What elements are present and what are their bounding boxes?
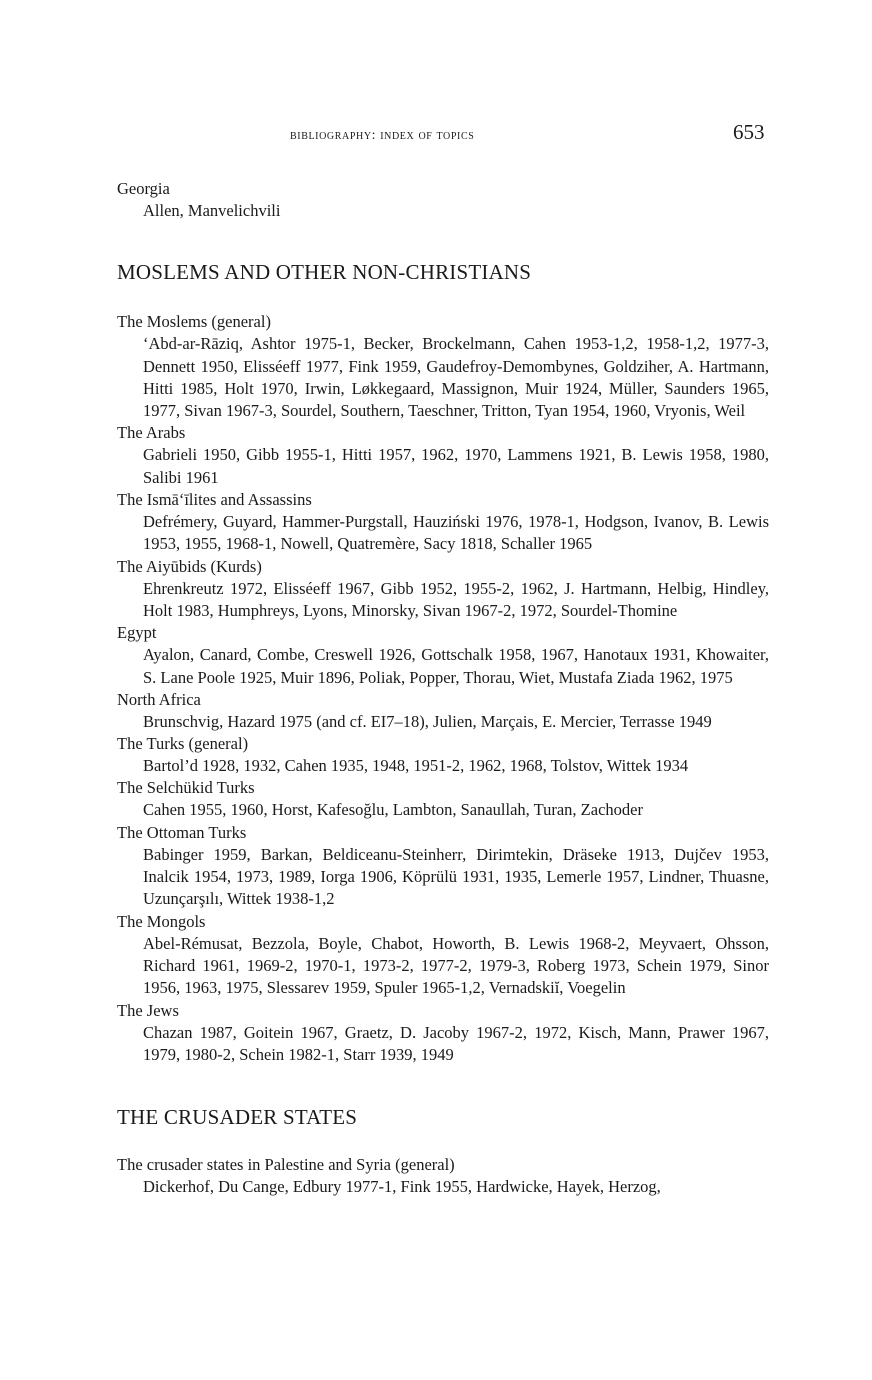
topic-references: Allen, Manvelichvili — [143, 201, 281, 220]
topic-title: The Selchükid Turks — [117, 778, 255, 798]
topic-references: ‘Abd-ar-Rāziq, Ashtor 1975-1, Becker, Brockelmann, Cahen 1953-1,2, 1958-1,2, 1977-3, Dennett 1950, Elisséeff 1977, Fink 1959, Gaudefroy-Demombynes, Goldziher, A. Hartmann, Hitti 1985, Holt 1970, Irwin, Løkkegaard, Massignon, Muir 1924, Müller, Saunders 1965, 1977, Sivan 1967-3, Sourdel, Southern, Taeschner, Tritton, Tyan 1954, 1960, Vryonis, Weil — [143, 334, 769, 421]
topic-references: Cahen 1955, 1960, Horst, Kafesoğlu, Lambton, Sanaullah, Turan, Zachoder — [143, 800, 643, 820]
section-title-moslems: MOSLEMS AND OTHER NON-CHRISTIANS — [117, 260, 532, 285]
topic-references: Bartol’d 1928, 1932, Cahen 1935, 1948, 1951-2, 1962, 1968, Tolstov, Wittek 1934 — [143, 756, 689, 776]
topic-title: The Aiyūbids (Kurds) — [117, 556, 262, 576]
section-title-crusader-states: THE CRUSADER STATES — [117, 1105, 358, 1130]
page-number: 653 — [733, 120, 765, 144]
topic-ismailites — [117, 489, 769, 556]
topic-references: Abel-Rémusat, Bezzola, Boyle, Chabot, Howorth, B. Lewis 1968-2, Meyvaert, Ohsson, Richard 1961, 1969-2, 1970-1, 1973-2, 1977-2, 1979-3, Roberg 1973, Schein 1979, Sinor 1956, 1963, 1975, Slessarev 1959, Spuler 1965-1,2, Vernadskiĭ, Voegelin — [143, 933, 769, 998]
topic-north-africa — [117, 689, 769, 733]
topic-title: The Turks (general) — [117, 734, 249, 754]
topic-references: Ehrenkreutz 1972, Elisséeff 1967, Gibb 1952, 1955-2, 1962, J. Hartmann, Helbig, Hindley, Holt 1983, Humphreys, Lyons, Minorsky, Sivan 1967-2, 1972, Sourdel-Thomine — [143, 578, 769, 620]
topic-title: The Ismā‘īlites and Assassins — [117, 490, 312, 510]
running-head: bibliography: index of topics — [290, 128, 475, 143]
topic-crusader-states-general — [117, 1154, 769, 1198]
topic-references: Brunschvig, Hazard 1975 (and cf. EI7–18), Julien, Marçais, E. Mercier, Terrasse 1949 — [143, 711, 712, 731]
topic-egypt — [117, 622, 769, 689]
topic-aiyubids — [117, 556, 769, 623]
topic-moslems-general — [117, 311, 769, 422]
topic-title: Egypt — [117, 623, 157, 643]
topic-title: The Arabs — [117, 423, 186, 443]
topic-turks-general — [117, 733, 769, 777]
topic-references: Dickerhof, Du Cange, Edbury 1977-1, Fink 1955, Hardwicke, Hayek, Herzog, — [143, 1177, 661, 1197]
topic-georgia — [117, 178, 769, 222]
topic-jews — [117, 1000, 769, 1067]
topic-references: Ayalon, Canard, Combe, Creswell 1926, Gottschalk 1958, 1967, Hanotaux 1931, Khowaiter, S. Lane Poole 1925, Muir 1896, Poliak, Popper, Thorau, Wiet, Mustafa Ziada 1962, 1975 — [143, 645, 769, 687]
topic-references: Defrémery, Guyard, Hammer-Purgstall, Hauziński 1976, 1978-1, Hodgson, Ivanov, B. Lewis 1953, 1955, 1968-1, Nowell, Quatremère, Sacy 1818, Schaller 1965 — [143, 512, 769, 554]
topic-selchukid-turks — [117, 777, 769, 821]
page-content — [117, 178, 769, 1198]
topic-references: Babinger 1959, Barkan, Beldiceanu-Steinherr, Dirimtekin, Dräseke 1913, Dujčev 1953, Inalcik 1954, 1973, 1989, Iorga 1906, Köprülü 1931, 1935, Lemerle 1957, Lindner, Thuasne, Uzunçarşılı, Wittek 1938-1,2 — [143, 844, 769, 909]
topic-references: Gabrieli 1950, Gibb 1955-1, Hitti 1957, 1962, 1970, Lammens 1921, B. Lewis 1958, 1980, Salibi 1961 — [143, 445, 769, 487]
topic-title: The Mongols — [117, 911, 206, 931]
topic-title: The Jews — [117, 1000, 179, 1020]
topic-title: The Moslems (general) — [117, 312, 271, 332]
topic-title: Georgia — [117, 179, 170, 198]
topic-ottoman-turks — [117, 822, 769, 911]
topic-references: Chazan 1987, Goitein 1967, Graetz, D. Jacoby 1967-2, 1972, Kisch, Mann, Prawer 1967, 1979, 1980-2, Schein 1982-1, Starr 1939, 1949 — [143, 1022, 769, 1064]
topic-title: The crusader states in Palestine and Syria (general) — [117, 1155, 455, 1175]
topic-title: North Africa — [117, 689, 201, 709]
topic-arabs — [117, 422, 769, 489]
topic-title: The Ottoman Turks — [117, 822, 247, 842]
topic-mongols — [117, 911, 769, 1000]
